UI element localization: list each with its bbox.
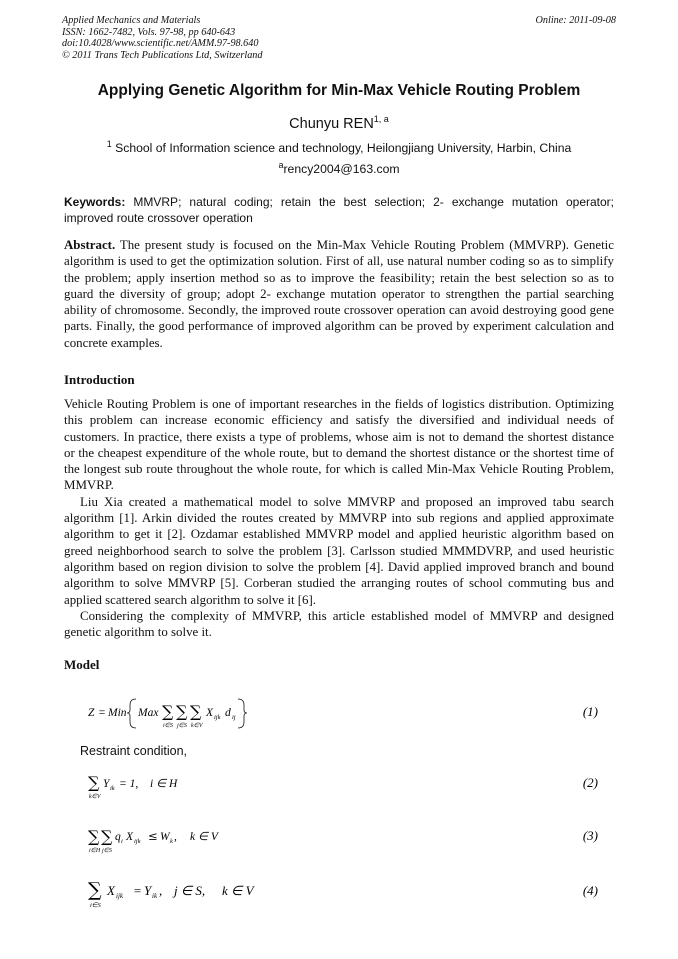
eq1-sum-symbol: ∑ bbox=[162, 702, 174, 721]
eq4-y-sub: ik bbox=[152, 892, 158, 900]
abstract-label: Abstract. bbox=[64, 238, 116, 252]
eq2-number: (2) bbox=[582, 775, 598, 790]
eq4-sum-index: i∈S bbox=[90, 902, 101, 909]
eq3-sum-index: j∈S bbox=[102, 848, 112, 854]
eq4-x-sub: ijk bbox=[116, 892, 123, 900]
affiliation bbox=[0, 139, 678, 155]
journal-doi: doi:10.4028/www.scientific.net/AMM.97-98.640 bbox=[62, 38, 259, 50]
paper-title: Applying Genetic Algorithm for Min-Max Vehicle Routing Problem bbox=[97, 82, 581, 99]
model-heading: Model bbox=[64, 657, 100, 672]
keywords-text: MMVRP; natural coding; retain the best selection; 2- exchange mutation operator; improved route crossover operation bbox=[64, 195, 614, 225]
equation-1 bbox=[80, 694, 610, 730]
eq1-sum-symbol: ∑ bbox=[190, 702, 202, 721]
email-line bbox=[0, 160, 678, 176]
eq3-condition: k ∈ V bbox=[190, 831, 218, 843]
eq1-left-brace bbox=[127, 699, 136, 728]
eq1-d-sub: ij bbox=[232, 714, 236, 721]
eq3-q: q bbox=[115, 831, 121, 843]
eq4-comma: , bbox=[159, 883, 163, 898]
eq3-w: W bbox=[160, 831, 170, 843]
abstract bbox=[64, 237, 614, 351]
eq1-x: X bbox=[206, 707, 214, 719]
author-name: Chunyu REN bbox=[289, 115, 374, 132]
keywords-label: Keywords: bbox=[64, 195, 126, 209]
eq4-number: (4) bbox=[582, 883, 598, 898]
intro-paragraph: Considering the complexity of MMVRP, this article established model of MMVRP and designed genetic algorithm to solve it. bbox=[64, 608, 614, 640]
eq4-x: X bbox=[107, 883, 115, 898]
eq3-x-sub: ijk bbox=[134, 838, 141, 845]
eq3-sum-symbol: ∑ bbox=[88, 827, 100, 846]
affiliation-text: School of Information science and technology, Heilongjiang University, Harbin, China bbox=[115, 141, 572, 156]
intro-paragraph: Vehicle Routing Problem is one of important researches in the fields of logistics distribution. Optimizing this problem can increase economic efficiency and satisfy the diversified and individual needs of customers. In practice, there exists a type of problems, whose aim is not to demand the shortest distance or the cheapest expenditure of the whole route, but to demand the shortest distance or the shortest time of the longest sub route throughout the whole route, for which is called Min-Max Vehicle Routing Problem, MMVRP. bbox=[64, 397, 614, 493]
journal-name: Applied Mechanics and Materials bbox=[62, 15, 201, 26]
eq3-sum-index: i∈H bbox=[89, 848, 101, 854]
eq1-right-brace bbox=[238, 699, 247, 728]
intro-paragraph: Liu Xia created a mathematical model to solve MMVRP and proposed an improved tabu search algorithm [1]. Arkin divided the routes created by MMVRP into sub regions and applied approximate algorithm to get it [2]. Ozdamar established MMVRP model and applied heuristic algorithm based on greed neighborhood search to solve the problem [3]. Carlsson studied MMMDVRP, and used heuristic algorithm based on region division to solve the problem [4]. David applied improved branch and bound algorithm to solve MMVRP [5]. Corberan studied the arranging routes of school commuting bus and applied scattered search algorithm to solve it [6]. bbox=[64, 494, 614, 607]
eq4-equals: = bbox=[133, 883, 142, 898]
equation-4 bbox=[80, 876, 610, 912]
eq1-equals: = bbox=[98, 707, 106, 719]
journal-copyright: © 2011 Trans Tech Publications Ltd, Switzerland bbox=[62, 49, 263, 61]
eq1-min: Min bbox=[108, 707, 127, 719]
introduction-heading: Introduction bbox=[64, 372, 135, 387]
eq2-y: Y bbox=[103, 778, 110, 790]
eq4-y: Y bbox=[144, 883, 152, 898]
eq2-sum-symbol: ∑ bbox=[88, 773, 100, 792]
eq3-w-sub: k bbox=[170, 838, 173, 845]
journal-issn: ISSN: 1662-7482, Vols. 97-98, pp 640-643 bbox=[62, 26, 236, 38]
email-superscript: a bbox=[278, 160, 284, 170]
eq1-sum-index: j∈S bbox=[177, 723, 187, 729]
abstract-text: The present study is focused on the Min-Max Vehicle Routing Problem (MMVRP). Genetic algorithm is used to get the optimization solution. First of all, use natural number coding so as to simplify the problem; apply insertion method so as to improve the feasibility; retain the best selection so as to guard the diversity of group; adopt 2- exchange mutation operator to strengthen the partial searching ability of chromosome. Secondly, the improved route crossover operation can avoid destroying good gene parts. Finally, the good performance of improved algorithm can be proved by experiment calculation and concrete examples. bbox=[64, 238, 614, 350]
eq1-sum-symbol: ∑ bbox=[176, 702, 188, 721]
eq4-condition-1: j ∈ S, bbox=[174, 883, 206, 898]
keywords bbox=[64, 194, 614, 226]
eq2-rhs: = 1, bbox=[119, 778, 139, 790]
journal-header bbox=[62, 15, 616, 61]
author-superscript: 1, a bbox=[373, 114, 389, 124]
eq1-z: Z bbox=[88, 707, 95, 719]
introduction-body bbox=[64, 396, 614, 640]
equation-2 bbox=[80, 770, 610, 806]
eq1-sum-index: i∈S bbox=[163, 723, 173, 729]
eq3-comma: , bbox=[174, 831, 177, 843]
eq3-q-sub: i bbox=[121, 838, 123, 845]
eq1-sum-index: k∈V bbox=[191, 723, 203, 729]
affiliation-superscript: 1 bbox=[106, 139, 112, 149]
online-date: Online: 2011-09-08 bbox=[535, 15, 616, 26]
eq4-sum-symbol: ∑ bbox=[88, 879, 102, 901]
email-address: rency2004@163.com bbox=[283, 162, 400, 177]
eq1-d: d bbox=[225, 707, 231, 719]
eq1-number: (1) bbox=[582, 704, 598, 719]
eq2-condition: i ∈ H bbox=[150, 778, 178, 790]
author-line bbox=[0, 114, 678, 132]
eq2-y-sub: ik bbox=[110, 785, 115, 792]
restraint-label: Restraint condition, bbox=[80, 744, 188, 758]
eq1-max: Max bbox=[138, 707, 159, 719]
equation-3 bbox=[80, 825, 610, 861]
eq1-x-sub: ijk bbox=[214, 714, 221, 721]
eq2-sum-index: k∈V bbox=[89, 794, 101, 800]
eq3-x: X bbox=[126, 831, 134, 843]
eq3-sum-symbol: ∑ bbox=[101, 827, 113, 846]
eq3-relation: ≤ bbox=[148, 829, 158, 843]
eq4-condition-2: k ∈ V bbox=[222, 883, 254, 898]
eq3-number: (3) bbox=[582, 828, 598, 843]
